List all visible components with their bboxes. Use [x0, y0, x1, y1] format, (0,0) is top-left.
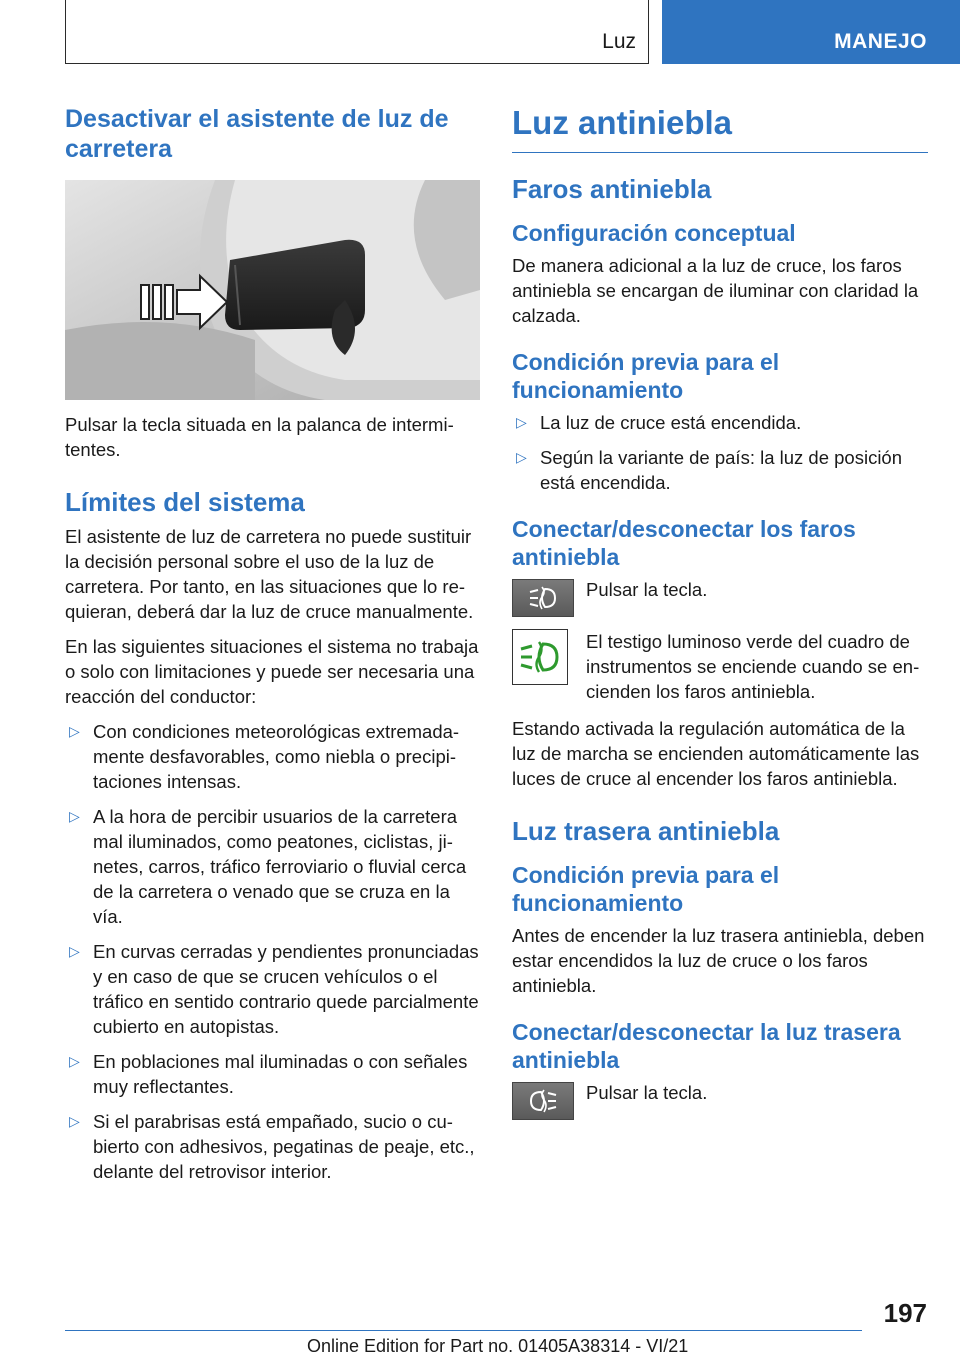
- triangle-bullet-icon: ▷: [69, 723, 80, 739]
- precondition-list: [512, 410, 928, 495]
- triangle-bullet-icon: ▷: [69, 943, 80, 959]
- paragraph-limits-1: El asistente de luz de carretera no puede sustituir la decisión personal sobre el uso de la luz de carretera. Por tanto, en las situaciones que lo requieran, deberá dar la luz de cruce manualmente.: [65, 526, 474, 622]
- limits-list: [65, 719, 480, 1184]
- section-title-front-fog: Faros antiniebla: [512, 174, 712, 204]
- rear-fog-key-row: [512, 1080, 928, 1120]
- rear-press-key-text: Pulsar la tecla.: [586, 1082, 708, 1103]
- triangle-bullet-icon: ▷: [69, 1113, 80, 1129]
- subsection-title-front-onoff: Conectar/desconectar los faros antiniebla: [512, 516, 856, 570]
- front-fog-indicator-row: [512, 629, 928, 704]
- front-fog-key-row: [512, 577, 928, 617]
- list-item: ▷ En curvas cerradas y pendientes pronunciadas y en caso de que se crucen vehículos o el tráfico en sentido contrario quede parcialmente cubierto en autopistas.: [69, 941, 479, 1037]
- chapter-title-fog-lights: Luz antiniebla: [512, 104, 928, 153]
- section-title-rear-fog: Luz trasera antiniebla: [512, 816, 780, 846]
- section-title-system-limits: Límites del sistema: [65, 487, 305, 517]
- triangle-bullet-icon: ▷: [69, 808, 80, 824]
- triangle-bullet-icon: ▷: [69, 1053, 80, 1069]
- list-item: ▷ La luz de cruce está encendida.: [516, 412, 802, 433]
- header-chapter-tab[interactable]: MANEJO: [662, 0, 960, 64]
- section-title-high-beam-off: Desactivar el asistente de luz de carretera: [65, 105, 449, 163]
- list-item: ▷ Según la variante de país: la luz de posición está encendida.: [516, 447, 903, 493]
- subsection-title-rear-precondition: Condición previa para el funcionamiento: [512, 862, 780, 916]
- front-fog-key-icon[interactable]: [512, 579, 574, 617]
- list-item: ▷ En poblaciones mal iluminadas o con señales muy reflectantes.: [69, 1051, 468, 1097]
- paragraph-concept: De manera adicional a la luz de cruce, los faros antiniebla se encargan de iluminar con claridad la calzada.: [512, 255, 919, 326]
- press-key-text: Pulsar la tecla.: [586, 579, 708, 600]
- list-item: ▷ Si el parabrisas está empañado, sucio o cubierto con adhesivos, pegatinas de peaje, etc., delante del retrovisor interior.: [69, 1111, 475, 1182]
- paragraph-rear-precondition: Antes de encender la luz trasera antiniebla, deben estar encendidos la luz de cruce o los faros antiniebla.: [512, 925, 925, 996]
- subsection-title-rear-onoff: Conectar/desconectar la luz trasera antiniebla: [512, 1019, 901, 1073]
- triangle-bullet-icon: ▷: [516, 449, 527, 465]
- front-fog-indicator-icon: [512, 629, 568, 685]
- subsection-title-concept: Configuración conceptual: [512, 220, 796, 246]
- indicator-text: El testigo luminoso verde del cuadro de instrumentos se enciende cuando se encienden los faros antiniebla.: [586, 631, 920, 702]
- triangle-bullet-icon: ▷: [516, 414, 527, 430]
- list-item: ▷ A la hora de percibir usuarios de la carretera mal iluminados, como peatones, ciclistas, jinetes, carros, tráfico ferroviario o fluvial cerca de la carretera o venado que se cruza en la vía.: [69, 806, 467, 927]
- page-number: 197: [883, 1298, 927, 1328]
- header-section-title: Luz: [602, 30, 636, 53]
- rear-fog-key-icon[interactable]: [512, 1082, 574, 1120]
- list-item: ▷ Con condiciones meteorológicas extremadamente desfavorables, como niebla o precipitaciones intensas.: [69, 721, 460, 792]
- footer-divider: [65, 1330, 862, 1331]
- subsection-title-precondition: Condición previa para el funcionamiento: [512, 349, 780, 403]
- turn-signal-lever-image: [65, 180, 480, 400]
- figure-caption: Pulsar la tecla situada en la palanca de intermitentes.: [65, 414, 454, 460]
- right-column: [512, 104, 928, 1132]
- footer-edition: Online Edition for Part no. 01405A38314 - VI/21: [307, 1336, 689, 1356]
- paragraph-limits-2: En las siguientes situaciones el sistema no trabaja o solo con limitaciones y puede ser necesaria una reacción del conductor:: [65, 636, 479, 707]
- paragraph-auto-light: Estando activada la regulación automática de la luz de marcha se encienden automáticamente las luces de cruce al encender los faros antiniebla.: [512, 718, 920, 789]
- header-frame: [65, 0, 649, 64]
- left-column: [65, 104, 480, 1194]
